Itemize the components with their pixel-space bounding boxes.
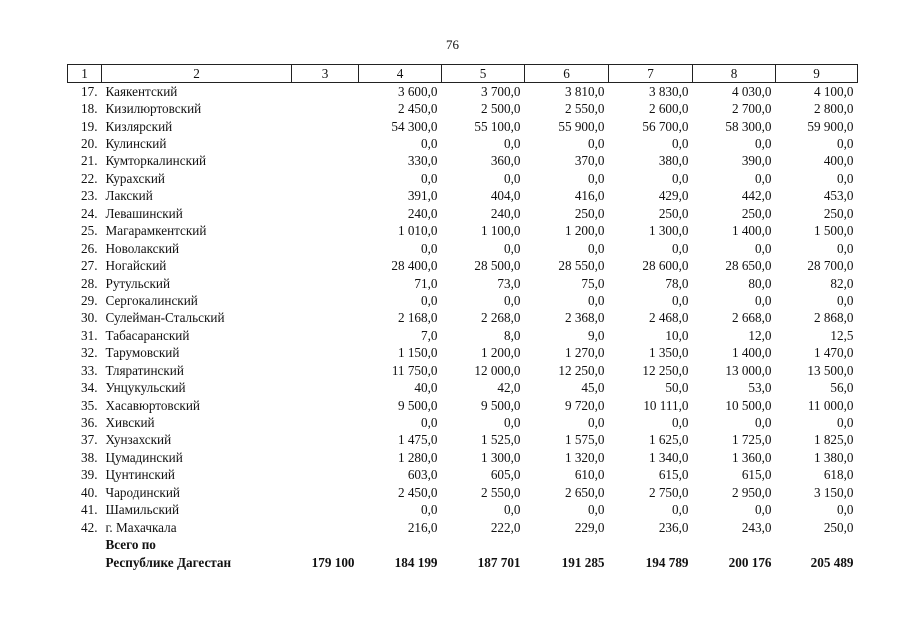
- cell-col-4: 7,0: [421, 327, 438, 343]
- cell-col-5: 28 500,0: [474, 258, 521, 274]
- cell-col-3: [292, 100, 359, 117]
- cell-col-6: 1 320,0: [564, 449, 605, 465]
- district-name: Курахский: [105, 170, 165, 186]
- cell-col-4: 2 450,0: [397, 101, 438, 117]
- cell-col-9: 0,0: [837, 170, 854, 186]
- district-name: Тарумовский: [105, 345, 180, 361]
- cell-col-4: 1 010,0: [397, 223, 438, 239]
- cell-col-3: [292, 379, 359, 396]
- district-name: Новолакский: [105, 240, 180, 256]
- district-name: Чародинский: [105, 484, 180, 500]
- cell-col-8: 0,0: [755, 502, 772, 518]
- total-col-8: 200 176: [728, 554, 772, 570]
- table-row: [68, 502, 858, 519]
- cell-col-7: 10,0: [665, 327, 689, 343]
- table-row: [68, 83, 858, 101]
- cell-col-8: 0,0: [755, 292, 772, 308]
- row-number: 21.: [81, 153, 98, 169]
- column-header-3: 3: [292, 65, 359, 83]
- cell-col-5: 0,0: [504, 240, 521, 256]
- row-number: 40.: [81, 484, 98, 500]
- row-number: 39.: [81, 467, 98, 483]
- row-number: 17.: [81, 83, 98, 99]
- district-name: Рутульский: [105, 275, 171, 291]
- cell-col-9: 13 500,0: [807, 362, 854, 378]
- table-row: [68, 292, 858, 309]
- column-header-5: 5: [442, 65, 525, 83]
- cell-col-6: 1 575,0: [564, 432, 605, 448]
- cell-col-3: [292, 345, 359, 362]
- row-number: 26.: [81, 240, 98, 256]
- cell-col-9: 250,0: [823, 519, 854, 535]
- cell-col-7: 0,0: [672, 240, 689, 256]
- page-number: 76: [446, 37, 459, 52]
- cell-col-5: 9 500,0: [480, 397, 521, 413]
- table-row: [68, 275, 858, 292]
- cell-col-3: [292, 292, 359, 309]
- cell-col-9: 0,0: [837, 292, 854, 308]
- cell-col-7: 380,0: [658, 153, 689, 169]
- total-col-7: 194 789: [645, 554, 689, 570]
- row-number: 28.: [81, 275, 98, 291]
- district-name: Сулейман-Стальский: [105, 310, 225, 326]
- table-row: [68, 327, 858, 344]
- cell-col-9: 0,0: [837, 415, 854, 431]
- district-name: Кумторкалинский: [105, 153, 207, 169]
- table-row: [68, 449, 858, 466]
- row-number: 25.: [81, 223, 98, 239]
- cell-col-8: 390,0: [741, 153, 772, 169]
- cell-col-9: 1 380,0: [813, 449, 854, 465]
- table-row: [68, 135, 858, 152]
- table-row: [68, 188, 858, 205]
- cell-col-9: 4 100,0: [813, 83, 854, 99]
- cell-col-8: 58 300,0: [725, 118, 772, 134]
- cell-col-4: 2 168,0: [397, 310, 438, 326]
- cell-col-4: 3 600,0: [397, 83, 438, 99]
- cell-col-6: 9,0: [588, 327, 605, 343]
- row-number: 18.: [81, 101, 98, 117]
- cell-col-3: [292, 257, 359, 274]
- cell-col-7: 0,0: [672, 502, 689, 518]
- cell-col-4: 71,0: [414, 275, 438, 291]
- cell-col-3: [292, 449, 359, 466]
- header-row: [68, 65, 858, 83]
- cell-col-9: 56,0: [830, 380, 854, 396]
- cell-col-5: 2 550,0: [480, 484, 521, 500]
- cell-col-7: 50,0: [665, 380, 689, 396]
- cell-col-7: 0,0: [672, 292, 689, 308]
- cell-col-7: 2 600,0: [648, 101, 689, 117]
- table-row: [68, 310, 858, 327]
- cell-col-3: [292, 397, 359, 414]
- total-label-line2: Республике Дагестан: [105, 554, 232, 570]
- cell-col-6: 3 810,0: [564, 83, 605, 99]
- cell-col-5: 0,0: [504, 415, 521, 431]
- cell-col-7: 1 300,0: [648, 223, 689, 239]
- district-name: Каякентский: [105, 83, 178, 99]
- cell-col-6: 229,0: [574, 519, 605, 535]
- cell-col-9: 1 500,0: [813, 223, 854, 239]
- cell-col-5: 0,0: [504, 292, 521, 308]
- table-row: [68, 170, 858, 187]
- cell-col-5: 2 500,0: [480, 101, 521, 117]
- row-number: 31.: [81, 327, 98, 343]
- table-body: [68, 83, 858, 572]
- cell-col-6: 416,0: [574, 188, 605, 204]
- column-header-7: 7: [609, 65, 693, 83]
- row-number: 20.: [81, 136, 98, 152]
- district-name: Ногайский: [105, 258, 167, 274]
- cell-col-7: 0,0: [672, 136, 689, 152]
- cell-col-7: 56 700,0: [642, 118, 689, 134]
- cell-col-4: 1 475,0: [397, 432, 438, 448]
- cell-col-5: 360,0: [490, 153, 521, 169]
- cell-col-6: 0,0: [588, 292, 605, 308]
- cell-col-4: 0,0: [421, 240, 438, 256]
- cell-col-8: 2 700,0: [731, 101, 772, 117]
- cell-col-6: 28 550,0: [558, 258, 605, 274]
- cell-col-9: 12,5: [830, 327, 854, 343]
- cell-col-5: 12 000,0: [474, 362, 521, 378]
- cell-col-8: 1 400,0: [731, 223, 772, 239]
- district-name: Шамильский: [105, 502, 180, 518]
- cell-col-9: 400,0: [823, 153, 854, 169]
- cell-col-6: 2 368,0: [564, 310, 605, 326]
- cell-col-8: 53,0: [748, 380, 772, 396]
- cell-col-7: 429,0: [658, 188, 689, 204]
- district-name: Левашинский: [105, 205, 183, 221]
- table-row: [68, 397, 858, 414]
- cell-col-9: 2 868,0: [813, 310, 854, 326]
- cell-col-8: 250,0: [741, 205, 772, 221]
- table-row: [68, 519, 858, 536]
- cell-col-3: [292, 240, 359, 257]
- cell-col-5: 605,0: [490, 467, 521, 483]
- row-number: 23.: [81, 188, 98, 204]
- cell-col-7: 0,0: [672, 170, 689, 186]
- cell-col-7: 1 625,0: [648, 432, 689, 448]
- cell-col-8: 1 360,0: [731, 449, 772, 465]
- cell-col-5: 0,0: [504, 136, 521, 152]
- table-row: [68, 240, 858, 257]
- cell-col-3: [292, 327, 359, 344]
- row-number: 37.: [81, 432, 98, 448]
- cell-col-7: 3 830,0: [648, 83, 689, 99]
- cell-col-5: 2 268,0: [480, 310, 521, 326]
- table-row: [68, 362, 858, 379]
- cell-col-7: 1 350,0: [648, 345, 689, 361]
- district-name: Цумадинский: [105, 449, 183, 465]
- cell-col-5: 404,0: [490, 188, 521, 204]
- row-number: 34.: [81, 380, 98, 396]
- cell-col-5: 0,0: [504, 502, 521, 518]
- total-col-3: 179 100: [311, 554, 355, 570]
- table-row: [68, 345, 858, 362]
- district-name: Кулинский: [105, 136, 167, 152]
- column-header-2: 2: [102, 65, 292, 83]
- cell-col-7: 2 468,0: [648, 310, 689, 326]
- cell-col-4: 0,0: [421, 292, 438, 308]
- cell-col-9: 28 700,0: [807, 258, 854, 274]
- cell-col-8: 2 950,0: [731, 484, 772, 500]
- cell-col-8: 615,0: [741, 467, 772, 483]
- district-name: Тляратинский: [105, 362, 184, 378]
- cell-col-3: [292, 275, 359, 292]
- cell-col-8: 0,0: [755, 415, 772, 431]
- cell-col-7: 250,0: [658, 205, 689, 221]
- cell-col-4: 0,0: [421, 415, 438, 431]
- row-number: 35.: [81, 397, 98, 413]
- row-number: 30.: [81, 310, 98, 326]
- cell-col-6: 610,0: [574, 467, 605, 483]
- cell-col-6: 0,0: [588, 240, 605, 256]
- cell-col-6: 1 200,0: [564, 223, 605, 239]
- table-header: [68, 65, 858, 83]
- cell-col-9: 0,0: [837, 136, 854, 152]
- cell-col-5: 73,0: [497, 275, 521, 291]
- cell-col-3: [292, 170, 359, 187]
- table-row: [68, 467, 858, 484]
- total-col-4: 184 199: [394, 554, 438, 570]
- cell-col-9: 1 470,0: [813, 345, 854, 361]
- cell-col-9: 3 150,0: [813, 484, 854, 500]
- cell-col-9: 82,0: [830, 275, 854, 291]
- cell-col-9: 59 900,0: [807, 118, 854, 134]
- cell-col-8: 1 400,0: [731, 345, 772, 361]
- total-col-5: 187 701: [477, 554, 521, 570]
- cell-col-4: 1 280,0: [397, 449, 438, 465]
- cell-col-3: [292, 223, 359, 240]
- cell-col-6: 12 250,0: [558, 362, 605, 378]
- cell-col-4: 391,0: [407, 188, 438, 204]
- district-name: Кизилюртовский: [105, 101, 202, 117]
- cell-col-5: 0,0: [504, 170, 521, 186]
- cell-col-4: 216,0: [407, 519, 438, 535]
- table-row: [68, 257, 858, 274]
- cell-col-9: 453,0: [823, 188, 854, 204]
- cell-col-4: 330,0: [407, 153, 438, 169]
- cell-col-6: 370,0: [574, 153, 605, 169]
- table-row: [68, 432, 858, 449]
- data-table-container: [67, 64, 857, 571]
- cell-col-5: 240,0: [490, 205, 521, 221]
- district-name: Магарамкентский: [105, 223, 207, 239]
- cell-col-8: 28 650,0: [725, 258, 772, 274]
- row-number: 41.: [81, 502, 98, 518]
- cell-col-8: 10 500,0: [725, 397, 772, 413]
- data-table: [67, 64, 858, 571]
- cell-col-7: 0,0: [672, 415, 689, 431]
- cell-col-6: 0,0: [588, 170, 605, 186]
- cell-col-5: 3 700,0: [480, 83, 521, 99]
- cell-col-4: 0,0: [421, 502, 438, 518]
- total-label-row: [68, 536, 858, 553]
- table-row: [68, 379, 858, 396]
- cell-col-7: 2 750,0: [648, 484, 689, 500]
- cell-col-5: 42,0: [497, 380, 521, 396]
- cell-col-9: 0,0: [837, 502, 854, 518]
- district-name: Цунтинский: [105, 467, 175, 483]
- cell-col-4: 0,0: [421, 136, 438, 152]
- cell-col-4: 603,0: [407, 467, 438, 483]
- cell-col-9: 11 000,0: [807, 397, 854, 413]
- cell-col-8: 1 725,0: [731, 432, 772, 448]
- cell-col-6: 250,0: [574, 205, 605, 221]
- cell-col-7: 1 340,0: [648, 449, 689, 465]
- district-name: Табасаранский: [105, 327, 190, 343]
- table-row: [68, 484, 858, 501]
- cell-col-6: 0,0: [588, 415, 605, 431]
- cell-col-4: 0,0: [421, 170, 438, 186]
- row-number: 38.: [81, 449, 98, 465]
- table-row: [68, 118, 858, 135]
- cell-col-4: 9 500,0: [397, 397, 438, 413]
- district-name: г. Махачкала: [105, 519, 177, 535]
- district-name: Сергокалинский: [105, 292, 198, 308]
- cell-col-9: 0,0: [837, 240, 854, 256]
- cell-col-7: 28 600,0: [642, 258, 689, 274]
- district-name: Хивский: [105, 415, 155, 431]
- cell-col-6: 2 550,0: [564, 101, 605, 117]
- cell-col-6: 55 900,0: [558, 118, 605, 134]
- cell-col-5: 1 100,0: [480, 223, 521, 239]
- table-row: [68, 223, 858, 240]
- cell-col-8: 2 668,0: [731, 310, 772, 326]
- cell-col-4: 28 400,0: [391, 258, 438, 274]
- district-name: Унцукульский: [105, 380, 186, 396]
- total-row: [68, 554, 858, 571]
- cell-col-7: 78,0: [665, 275, 689, 291]
- cell-col-3: [292, 484, 359, 501]
- cell-col-4: 240,0: [407, 205, 438, 221]
- row-number: 29.: [81, 292, 98, 308]
- cell-col-5: 1 525,0: [480, 432, 521, 448]
- row-number: 33.: [81, 362, 98, 378]
- row-number: 32.: [81, 345, 98, 361]
- total-col-6: 191 285: [561, 554, 605, 570]
- cell-col-5: 222,0: [490, 519, 521, 535]
- row-number: 19.: [81, 118, 98, 134]
- cell-col-8: 80,0: [748, 275, 772, 291]
- cell-col-5: 1 200,0: [480, 345, 521, 361]
- cell-col-8: 442,0: [741, 188, 772, 204]
- column-header-1: 1: [68, 65, 102, 83]
- row-number: 22.: [81, 170, 98, 186]
- cell-col-3: [292, 414, 359, 431]
- column-header-8: 8: [693, 65, 776, 83]
- cell-col-7: 10 111,0: [643, 397, 689, 413]
- district-name: Лакский: [105, 188, 153, 204]
- cell-col-4: 2 450,0: [397, 484, 438, 500]
- total-col-9: 205 489: [810, 554, 854, 570]
- cell-col-3: [292, 432, 359, 449]
- cell-col-8: 0,0: [755, 240, 772, 256]
- table-row: [68, 414, 858, 431]
- cell-col-7: 236,0: [658, 519, 689, 535]
- cell-col-4: 40,0: [414, 380, 438, 396]
- cell-col-3: [292, 135, 359, 152]
- cell-col-7: 12 250,0: [642, 362, 689, 378]
- district-name: Кизлярский: [105, 118, 173, 134]
- cell-col-7: 615,0: [658, 467, 689, 483]
- cell-col-8: 13 000,0: [725, 362, 772, 378]
- table-row: [68, 153, 858, 170]
- cell-col-6: 0,0: [588, 502, 605, 518]
- cell-col-3: [292, 502, 359, 519]
- cell-col-8: 0,0: [755, 170, 772, 186]
- total-label-line1: Всего по: [105, 537, 156, 553]
- cell-col-6: 9 720,0: [564, 397, 605, 413]
- cell-col-9: 1 825,0: [813, 432, 854, 448]
- column-header-9: 9: [776, 65, 858, 83]
- district-name: Хунзахский: [105, 432, 172, 448]
- cell-col-3: [292, 188, 359, 205]
- table-row: [68, 100, 858, 117]
- cell-col-8: 12,0: [748, 327, 772, 343]
- cell-col-8: 4 030,0: [731, 83, 772, 99]
- cell-col-3: [292, 467, 359, 484]
- cell-col-4: 1 150,0: [397, 345, 438, 361]
- cell-col-9: 250,0: [823, 205, 854, 221]
- cell-col-3: [292, 519, 359, 536]
- cell-col-3: [292, 118, 359, 135]
- cell-col-9: 2 800,0: [813, 101, 854, 117]
- cell-col-8: 0,0: [755, 136, 772, 152]
- cell-col-6: 1 270,0: [564, 345, 605, 361]
- table-row: [68, 205, 858, 222]
- cell-col-3: [292, 83, 359, 101]
- cell-col-5: 1 300,0: [480, 449, 521, 465]
- cell-col-8: 243,0: [741, 519, 772, 535]
- cell-col-6: 0,0: [588, 136, 605, 152]
- cell-col-3: [292, 205, 359, 222]
- column-header-4: 4: [359, 65, 442, 83]
- row-number: 42.: [81, 519, 98, 535]
- row-number: 24.: [81, 205, 98, 221]
- cell-col-6: 2 650,0: [564, 484, 605, 500]
- cell-col-6: 45,0: [581, 380, 605, 396]
- row-number: 36.: [81, 415, 98, 431]
- cell-col-4: 54 300,0: [391, 118, 438, 134]
- column-header-6: 6: [525, 65, 609, 83]
- district-name: Хасавюртовский: [105, 397, 200, 413]
- row-number: 27.: [81, 258, 98, 274]
- cell-col-4: 11 750,0: [391, 362, 438, 378]
- cell-col-9: 618,0: [823, 467, 854, 483]
- cell-col-3: [292, 310, 359, 327]
- cell-col-3: [292, 153, 359, 170]
- cell-col-6: 75,0: [581, 275, 605, 291]
- cell-col-5: 55 100,0: [474, 118, 521, 134]
- cell-col-5: 8,0: [504, 327, 521, 343]
- cell-col-3: [292, 362, 359, 379]
